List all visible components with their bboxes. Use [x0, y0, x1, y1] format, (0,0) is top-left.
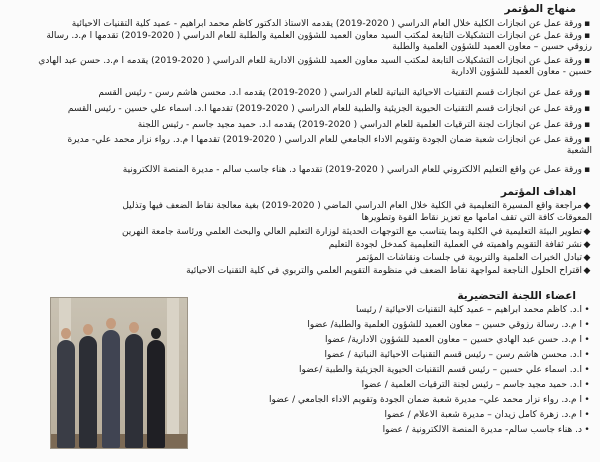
- bullet-icon: •: [584, 320, 590, 330]
- committee-heading: اعضاء اللجنة التحضيرية: [457, 290, 576, 302]
- program-item: ▪ورقة عمل عن انجازات التشكيلات التابعة لمكتب السيد معاون العميد للشؤون الادارية للعام الدراسي ( 2020-2019) يقدمه ا م.د. حسن عبد الهادي: [38, 56, 591, 66]
- program-item: ▪ورقة عمل عن انجازات الكلية خلال العام الدراسي ( 2020-2019) يقدمه الاستاذ الدكتور كاظم محمد ابراهيم - عميد كلية التقنيات الاحيائية: [71, 19, 591, 29]
- bullet-icon: •: [584, 305, 590, 315]
- program-item-continuation: رزوقي حسين – معاون العميد للشؤون العلمية والطلبة: [392, 42, 592, 52]
- bullet-icon: ▪: [583, 135, 591, 145]
- goals-item: ◆تطوير البيئة التعليمية في الكلية وبما يتناسب مع التوجهات الحديثة لوزارة التعليم العالي والبحث العلمي ورئاسة جامعة النهرين: [121, 227, 591, 237]
- goals-item: ◆تبادل الخبرات العلمية والتربوية في جلسات ونقاشات المؤتمر: [356, 253, 591, 263]
- program-item: ▪ورقة عمل عن واقع التعليم الالكتروني للعام الدراسي ( 2020-2019) تقدمها د. هناء جاسب سالم - مديرة المنصة الالكترونية: [122, 165, 591, 175]
- bullet-icon: •: [584, 365, 590, 375]
- goals-item: ◆اقتراح الحلول الناجعة لمواجهة نقاط الضعف في منظومة التقويم العلمي والتربوي في كلية التقنيات الاحيائية: [186, 266, 591, 276]
- program-heading: منهاج المؤتمر: [504, 3, 576, 15]
- bullet-icon: •: [584, 395, 590, 405]
- committee-member: •ا م.د. حسن عبد الهادي حسين – معاون العميد للشؤون الادارية/ عضوا: [200, 335, 592, 346]
- bullet-icon: •: [584, 380, 590, 390]
- bullet-icon: ▪: [583, 120, 591, 130]
- committee-member: •ا م.د. زهرة كامل زيدان – مديرة شعبة الاعلام / عضوا: [200, 410, 592, 421]
- person-figure: [147, 340, 165, 448]
- program-item: ▪ورقة عمل عن انجازات قسم التقنيات الحيوية الجزيئية والطبية للعام الدراسي ( 2020-2019) تقدمها ا.د. اسماء علي حسين - رئيس القسم: [67, 104, 591, 114]
- program-item: ▪ورقة عمل عن انجازات شعبة ضمان الجودة وتقويم الاداء الجامعي للعام الدراسي ( 2020-2019) تقدمها ا م.د. رواء نزار محمد علي- مديرة: [67, 135, 591, 145]
- bullet-icon: ▪: [583, 31, 591, 41]
- program-item-continuation: الشعبة: [566, 146, 592, 156]
- person-figure: [125, 334, 143, 448]
- committee-member: •ا.د. كاظم محمد ابراهيم – عميد كلية التقنيات الاحيائية / رئيسا: [200, 305, 592, 316]
- bullet-icon: •: [584, 410, 590, 420]
- bullet-icon: •: [584, 425, 590, 435]
- person-head: [61, 328, 71, 339]
- bullet-icon: ▪: [583, 165, 591, 175]
- committee-member: •ا.د. محسن هاشم رسن – رئيس قسم التقنيات الاحيائية النباتية / عضوا: [200, 350, 592, 361]
- bullet-icon: ▪: [583, 88, 591, 98]
- person-head: [151, 328, 161, 339]
- bullet-icon: ▪: [583, 56, 591, 66]
- bullet-icon: ◆: [583, 240, 591, 250]
- committee-group-photo: [50, 297, 188, 449]
- committee-member: •ا م.د. رواء نزار محمد علي– مديرة شعبة ضمان الجودة وتقويم الاداء الجامعي / عضوا: [200, 395, 592, 406]
- bullet-icon: ◆: [583, 253, 591, 263]
- bullet-icon: ◆: [583, 201, 591, 211]
- program-item-continuation: حسين - معاون العميد للشؤون الادارية: [451, 67, 592, 77]
- program-item: ▪ورقة عمل عن انجازات التشكيلات التابعة لمكتب السيد معاون العميد للشؤون العلمية والطلبة للعام الدراسي ( 2020-2019) تقدمها ا م.د. رسالة: [46, 31, 591, 41]
- bullet-icon: •: [584, 335, 590, 345]
- person-head: [106, 318, 116, 329]
- committee-member: •ا.د. حميد مجيد جاسم – رئيس لجنة الترقيات العلمية / عضوا: [200, 380, 592, 391]
- photo-pillar: [167, 298, 179, 448]
- goals-heading: اهداف المؤتمر: [500, 186, 576, 198]
- program-item: ▪ورقة عمل عن انجازات قسم التقنيات الاحيائية النباتية للعام الدراسي ( 2020-2019) يقدمه ا.د. محسن هاشم رسن - رئيس القسم: [98, 88, 591, 98]
- person-figure: [57, 340, 75, 448]
- person-figure: [79, 336, 97, 448]
- bullet-icon: ▪: [583, 19, 591, 29]
- bullet-icon: ◆: [583, 227, 591, 237]
- person-figure: [102, 330, 120, 448]
- bullet-icon: ▪: [583, 104, 591, 114]
- goals-item-continuation: المعوقات كافة التي تقف امامها مع تعزيز نقاط القوة وتطويرها: [361, 213, 592, 223]
- goals-item: ◆مراجعة واقع المسيرة التعليمية في الكلية خلال العام الدراسي الماضي ( 2020-2019) بغية معالجة نقاط الضعف فيها وتذليل: [122, 201, 591, 211]
- committee-member: •ا.د. اسماء علي حسين – رئيس قسم التقنيات الحيوية الجزيئية والطبية /عضوا: [200, 365, 592, 376]
- person-head: [129, 322, 139, 333]
- goals-item: ◆نشر ثقافة التقويم واهميته في العملية التعليمية كمدخل لجودة التعليم: [328, 240, 591, 250]
- program-item: ▪ورقة عمل عن انجازات لجنة الترقيات العلمية للعام الدراسي ( 2020-2019) يقدمه ا.د. حميد مجيد جاسم - رئيس اللجنة: [137, 120, 591, 130]
- committee-member: •د. هناء جاسب سالم- مديرة المنصة الالكترونية / عضوا: [200, 425, 592, 436]
- bullet-icon: ◆: [583, 266, 591, 276]
- person-head: [83, 324, 93, 335]
- bullet-icon: •: [584, 350, 590, 360]
- committee-member: •ا م.د. رسالة رزوقي حسين – معاون العميد للشؤون العلمية والطلبة/ عضوا: [200, 320, 592, 331]
